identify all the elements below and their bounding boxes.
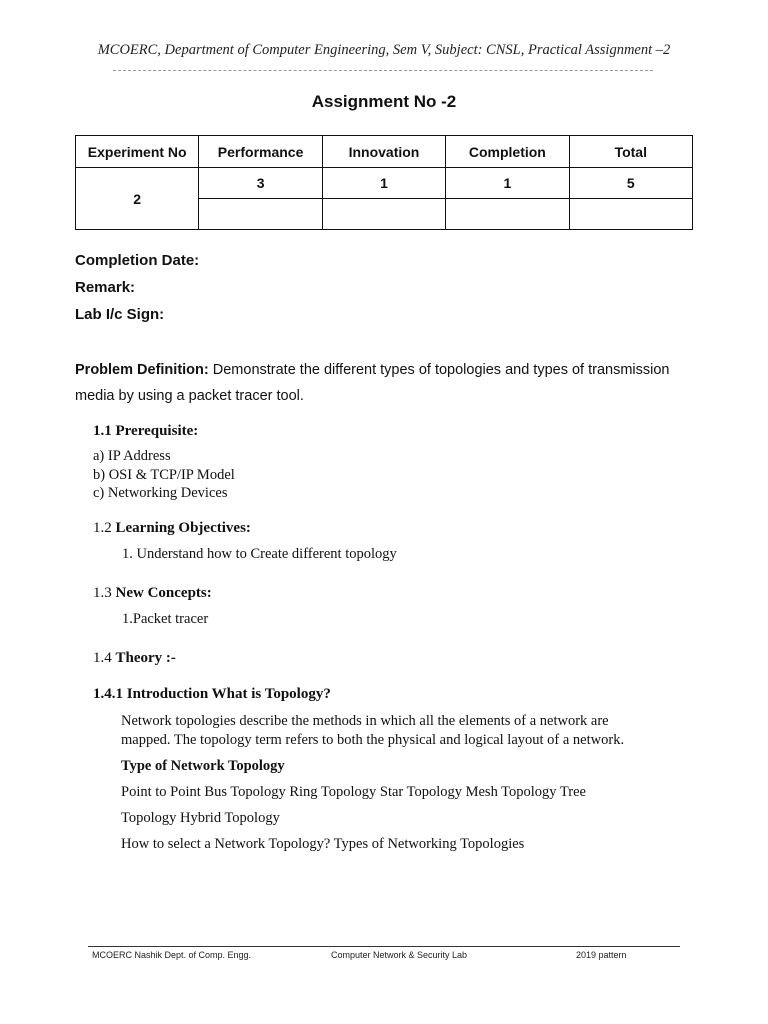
intro-paragraph: Network topologies describe the methods in which all the elements of a network are mapped. The topology term refers to both the physical and logical layout of a network.: [121, 713, 625, 748]
lab-sign-label: Lab I/c Sign:: [75, 306, 165, 323]
theory-heading: Theory :-: [115, 650, 176, 666]
total-score: 5: [569, 168, 692, 199]
section-prerequisite: [93, 423, 198, 440]
prerequisite-heading: Prerequisite:: [115, 423, 199, 439]
problem-label: Problem Definition:: [75, 362, 209, 378]
intro-heading: 1.4.1 Introduction What is Topology?: [93, 686, 331, 702]
performance-obtained: [199, 199, 322, 230]
header-experiment-no: Experiment No: [76, 136, 199, 168]
section-intro: [93, 686, 331, 703]
theory-number: 1.4: [93, 650, 112, 666]
list-item: c) Networking Devices: [93, 485, 228, 501]
completion-obtained: [446, 199, 569, 230]
prerequisite-list: [93, 447, 235, 503]
topology-line-1: Point to Point Bus Topology Ring Topology Star Topology Mesh Topology Tree: [121, 784, 586, 800]
remark-label: Remark:: [75, 279, 136, 296]
topology-line-2: Topology Hybrid Topology: [121, 810, 280, 826]
header-performance: Performance: [199, 136, 322, 168]
total-obtained: [569, 199, 692, 230]
completion-date-label: Completion Date:: [75, 252, 200, 269]
learning-item: 1. Understand how to Create different topology: [122, 546, 397, 562]
performance-score: 3: [199, 168, 322, 199]
topology-types-heading: Type of Network Topology: [121, 758, 285, 774]
learning-number: 1.2: [93, 520, 112, 536]
innovation-score: 1: [322, 168, 445, 199]
section-theory: [93, 650, 176, 667]
learning-heading: Learning Objectives:: [115, 520, 251, 536]
problem-definition: [75, 357, 700, 409]
marks-score-row: [76, 168, 693, 199]
header-innovation: Innovation: [322, 136, 445, 168]
header-total: Total: [569, 136, 692, 168]
header-divider: [113, 70, 653, 71]
problem-text: Demonstrate the different types of topologies and types of transmission media by using a packet tracer tool.: [75, 362, 670, 404]
assignment-title: Assignment No -2: [311, 92, 457, 111]
section-learning-objectives: [93, 520, 251, 537]
header-completion: Completion: [446, 136, 569, 168]
concepts-heading: New Concepts:: [115, 585, 212, 601]
completion-score: 1: [446, 168, 569, 199]
marks-header-row: [76, 136, 693, 168]
footer-divider: [88, 946, 680, 947]
concepts-item: 1.Packet tracer: [122, 611, 209, 627]
prerequisite-number: 1.1: [93, 423, 112, 439]
footer-right: 2019 pattern: [576, 950, 627, 960]
section-new-concepts: [93, 585, 212, 602]
topology-line-3: How to select a Network Topology? Types of Networking Topologies: [121, 836, 525, 852]
list-item: a) IP Address: [93, 448, 171, 464]
footer-left: MCOERC Nashik Dept. of Comp. Engg.: [92, 950, 252, 960]
innovation-obtained: [322, 199, 445, 230]
concepts-number: 1.3: [93, 585, 112, 601]
list-item: b) OSI & TCP/IP Model: [93, 466, 235, 483]
experiment-no-cell: 2: [76, 168, 199, 230]
marks-table: [75, 135, 693, 230]
footer-center: Computer Network & Security Lab: [331, 950, 468, 960]
page-header: MCOERC, Department of Computer Engineering, Sem V, Subject: CNSL, Practical Assignment –2: [97, 42, 671, 58]
